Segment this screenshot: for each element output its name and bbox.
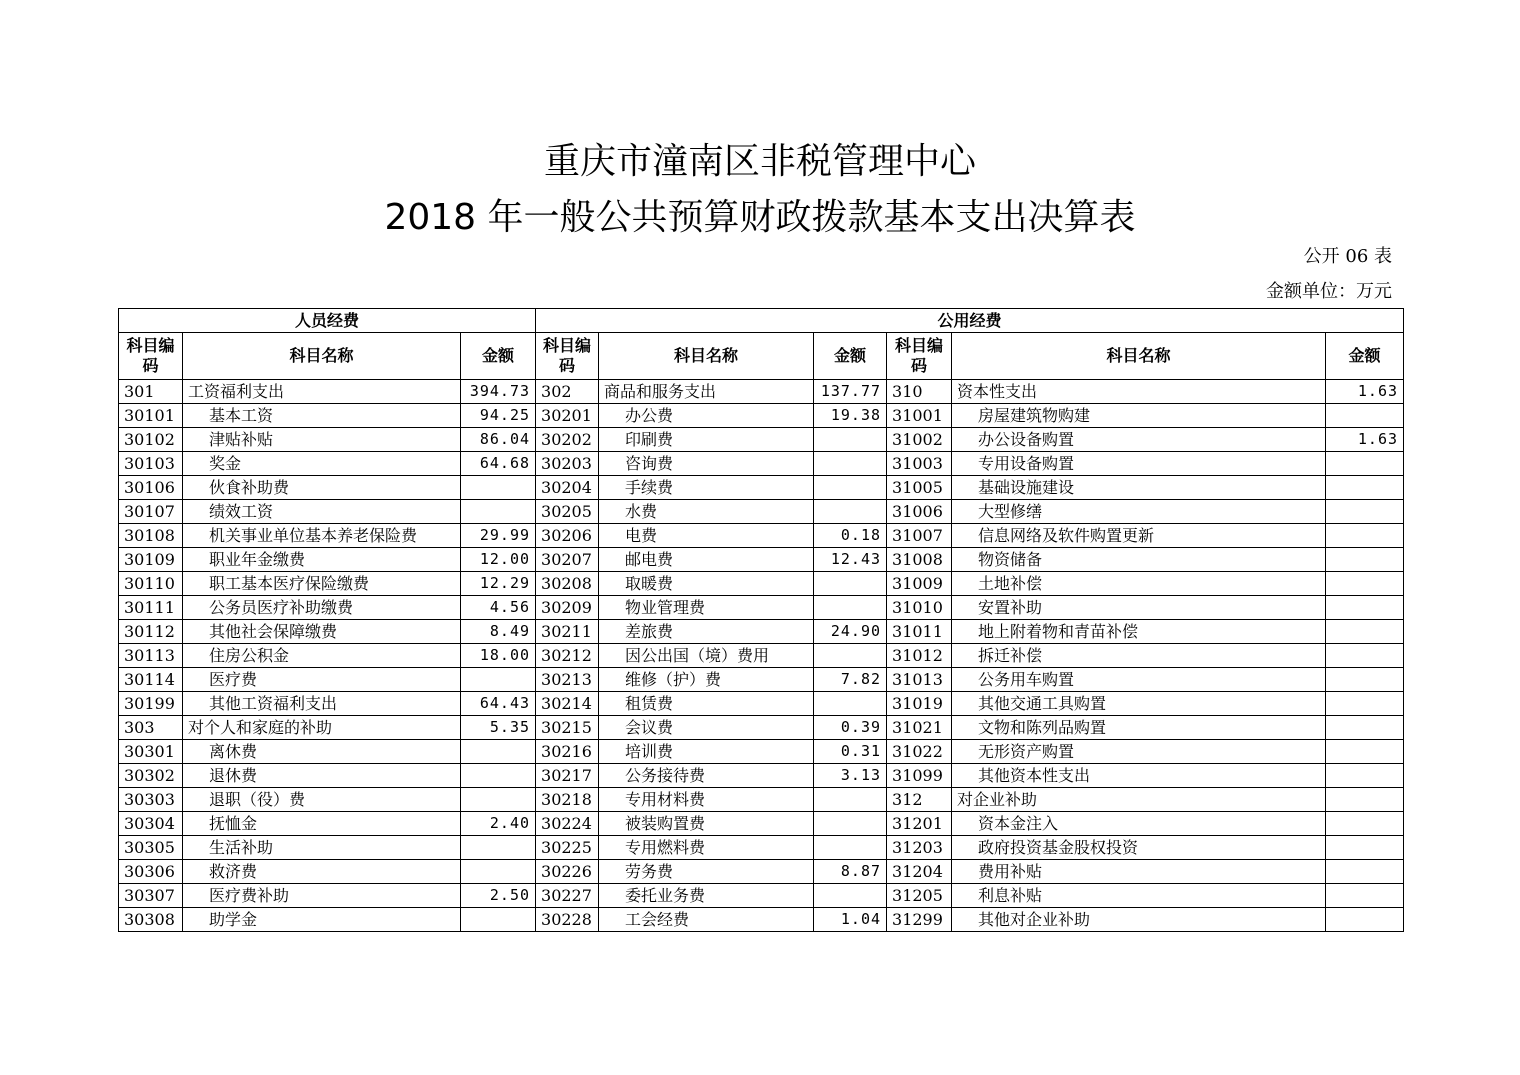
subject-code: 31011 [887,620,952,644]
subject-name: 会议费 [599,716,814,740]
table-row [119,860,1404,884]
table-row [119,644,1404,668]
subject-name: 因公出国（境）费用 [599,644,814,668]
subject-code: 30215 [536,716,599,740]
subject-name: 咨询费 [599,452,814,476]
amount-value: 64.43 [461,692,536,716]
table-row [119,764,1404,788]
amount-value: 3.13 [814,764,887,788]
amount-value [461,668,536,692]
amount-value: 8.87 [814,860,887,884]
subject-code: 31203 [887,836,952,860]
subject-code: 31021 [887,716,952,740]
amount-value [1326,860,1404,884]
subject-name: 利息补贴 [952,884,1326,908]
subject-name: 资本金注入 [952,812,1326,836]
subject-code: 30301 [119,740,183,764]
amount-value [814,572,887,596]
amount-value [1326,716,1404,740]
amount-value: 4.56 [461,596,536,620]
name-header: 科目名称 [599,333,814,380]
subject-name: 邮电费 [599,548,814,572]
amount-value [814,884,887,908]
amount-value [814,692,887,716]
code-header: 科目编码 [536,333,599,380]
group-header-row [119,309,1404,333]
amount-value [461,908,536,932]
table-row [119,812,1404,836]
subject-name: 伙食补助费 [183,476,461,500]
amount-value [1326,644,1404,668]
subject-name: 其他资本性支出 [952,764,1326,788]
amount-value: 2.50 [461,884,536,908]
subject-code: 30101 [119,404,183,428]
amount-value: 8.49 [461,620,536,644]
subject-name: 维修（护）费 [599,668,814,692]
expenditure-table [118,308,1404,932]
subject-code: 30213 [536,668,599,692]
amount-value [1326,764,1404,788]
subject-name: 基础设施建设 [952,476,1326,500]
table-row [119,596,1404,620]
subject-name: 文物和陈列品购置 [952,716,1326,740]
table-row [119,524,1404,548]
subject-name: 抚恤金 [183,812,461,836]
table-row [119,380,1404,404]
public-expense-header: 公用经费 [536,309,1404,333]
code-header: 科目编码 [119,333,183,380]
subject-name: 住房公积金 [183,644,461,668]
subject-code: 30201 [536,404,599,428]
subject-code: 31022 [887,740,952,764]
amount-value [461,764,536,788]
subject-name: 办公设备购置 [952,428,1326,452]
subject-code: 31007 [887,524,952,548]
subject-code: 30205 [536,500,599,524]
table-row [119,788,1404,812]
amount-value [1326,572,1404,596]
amount-value [814,812,887,836]
amount-value: 12.29 [461,572,536,596]
amount-value [461,788,536,812]
subject-name: 差旅费 [599,620,814,644]
subject-name: 职工基本医疗保险缴费 [183,572,461,596]
table-row [119,452,1404,476]
amount-value [1326,740,1404,764]
subject-code: 30303 [119,788,183,812]
subject-code: 31002 [887,428,952,452]
subject-code: 30203 [536,452,599,476]
subject-code: 30218 [536,788,599,812]
subject-code: 30305 [119,836,183,860]
subject-code: 30217 [536,764,599,788]
table-row [119,476,1404,500]
subject-name: 专用燃料费 [599,836,814,860]
subject-code: 31003 [887,452,952,476]
subject-code: 30306 [119,860,183,884]
amount-value: 1.63 [1326,380,1404,404]
subject-name: 奖金 [183,452,461,476]
subject-code: 310 [887,380,952,404]
amount-value: 137.77 [814,380,887,404]
amount-value: 0.39 [814,716,887,740]
subject-code: 312 [887,788,952,812]
subject-code: 30207 [536,548,599,572]
subject-name: 基本工资 [183,404,461,428]
table-row [119,500,1404,524]
subject-code: 30302 [119,764,183,788]
amount-value: 2.40 [461,812,536,836]
subject-name: 机关事业单位基本养老保险费 [183,524,461,548]
subject-code: 30102 [119,428,183,452]
subject-name: 工资福利支出 [183,380,461,404]
subject-code: 30110 [119,572,183,596]
amount-value [1326,812,1404,836]
subject-code: 30204 [536,476,599,500]
subject-name: 物资储备 [952,548,1326,572]
amount-value [1326,884,1404,908]
subject-code: 302 [536,380,599,404]
amount-value [1326,788,1404,812]
amount-value [1326,452,1404,476]
subject-code: 31001 [887,404,952,428]
subject-code: 30214 [536,692,599,716]
subject-name: 费用补贴 [952,860,1326,884]
subject-name: 政府投资基金股权投资 [952,836,1326,860]
subject-code: 31299 [887,908,952,932]
subject-name: 公务用车购置 [952,668,1326,692]
amount-value [1326,596,1404,620]
amount-value: 12.43 [814,548,887,572]
subject-name: 电费 [599,524,814,548]
subject-code: 30202 [536,428,599,452]
amount-value [814,476,887,500]
table-row [119,548,1404,572]
subject-name: 其他社会保障缴费 [183,620,461,644]
amount-value [1326,620,1404,644]
form-number: 公开 06 表 [1303,246,1392,267]
amount-value: 0.31 [814,740,887,764]
subject-name: 其他交通工具购置 [952,692,1326,716]
subject-code: 30212 [536,644,599,668]
subject-code: 31205 [887,884,952,908]
subject-code: 30211 [536,620,599,644]
subject-code: 30113 [119,644,183,668]
subject-code: 31010 [887,596,952,620]
subject-name: 退休费 [183,764,461,788]
subject-code: 30112 [119,620,183,644]
subject-name: 退职（役）费 [183,788,461,812]
subject-code: 30224 [536,812,599,836]
subject-name: 租赁费 [599,692,814,716]
subject-name: 印刷费 [599,428,814,452]
table-row [119,404,1404,428]
subject-code: 31099 [887,764,952,788]
amount-value [1326,524,1404,548]
subject-name: 救济费 [183,860,461,884]
subject-name: 培训费 [599,740,814,764]
subject-name: 商品和服务支出 [599,380,814,404]
subject-name: 地上附着物和青苗补偿 [952,620,1326,644]
subject-code: 30106 [119,476,183,500]
amount-value: 86.04 [461,428,536,452]
subject-code: 30114 [119,668,183,692]
amount-value: 5.35 [461,716,536,740]
subject-code: 30199 [119,692,183,716]
table-body [119,380,1404,932]
subject-name: 公务员医疗补助缴费 [183,596,461,620]
amount-value [461,860,536,884]
subject-name: 职业年金缴费 [183,548,461,572]
subject-name: 安置补助 [952,596,1326,620]
personnel-expense-header: 人员经费 [119,309,536,333]
amount-value [1326,404,1404,428]
subject-name: 无形资产购置 [952,740,1326,764]
subject-code: 30111 [119,596,183,620]
subject-code: 30103 [119,452,183,476]
subject-name: 助学金 [183,908,461,932]
amount-value [1326,548,1404,572]
subject-name: 劳务费 [599,860,814,884]
amount-header: 金额 [814,333,887,380]
amount-value: 18.00 [461,644,536,668]
subject-code: 30206 [536,524,599,548]
subject-code: 30208 [536,572,599,596]
table-row [119,884,1404,908]
subject-code: 301 [119,380,183,404]
amount-unit: 金额单位：万元 [1266,281,1392,302]
table-row [119,572,1404,596]
amount-value [814,428,887,452]
table-row [119,836,1404,860]
amount-value [461,500,536,524]
amount-value [814,788,887,812]
subject-name: 取暖费 [599,572,814,596]
subject-code: 30228 [536,908,599,932]
subject-code: 31013 [887,668,952,692]
amount-value [1326,836,1404,860]
amount-value: 29.99 [461,524,536,548]
subject-code: 31009 [887,572,952,596]
name-header: 科目名称 [183,333,461,380]
subject-name: 离休费 [183,740,461,764]
subject-name: 土地补偿 [952,572,1326,596]
subject-code: 31005 [887,476,952,500]
subject-name: 对个人和家庭的补助 [183,716,461,740]
subject-name: 专用材料费 [599,788,814,812]
subject-code: 30216 [536,740,599,764]
subject-name: 公务接待费 [599,764,814,788]
subject-code: 30109 [119,548,183,572]
code-header: 科目编码 [887,333,952,380]
subject-code: 31204 [887,860,952,884]
amount-value: 94.25 [461,404,536,428]
amount-value [461,836,536,860]
subject-name: 生活补助 [183,836,461,860]
amount-value [1326,668,1404,692]
subject-name: 物业管理费 [599,596,814,620]
subject-name: 房屋建筑物购建 [952,404,1326,428]
amount-value [1326,476,1404,500]
table-row [119,908,1404,932]
amount-value [814,500,887,524]
subject-code: 31019 [887,692,952,716]
subject-name: 医疗费补助 [183,884,461,908]
amount-value [814,644,887,668]
subject-code: 30226 [536,860,599,884]
subject-name: 津贴补贴 [183,428,461,452]
subject-code: 30304 [119,812,183,836]
subject-name: 被装购置费 [599,812,814,836]
amount-value: 394.73 [461,380,536,404]
amount-value: 1.04 [814,908,887,932]
subject-name: 委托业务费 [599,884,814,908]
amount-value [1326,908,1404,932]
table-row [119,716,1404,740]
subject-name: 绩效工资 [183,500,461,524]
amount-value: 7.82 [814,668,887,692]
amount-value: 24.90 [814,620,887,644]
subject-code: 31012 [887,644,952,668]
subject-name: 手续费 [599,476,814,500]
subject-name: 医疗费 [183,668,461,692]
amount-value [814,836,887,860]
subject-name: 其他工资福利支出 [183,692,461,716]
amount-value: 64.68 [461,452,536,476]
amount-value [1326,692,1404,716]
page-title: 重庆市潼南区非税管理中心 [543,141,976,182]
amount-value: 12.00 [461,548,536,572]
amount-value: 19.38 [814,404,887,428]
subject-code: 30107 [119,500,183,524]
subject-name: 水费 [599,500,814,524]
name-header: 科目名称 [952,333,1326,380]
subject-code: 31008 [887,548,952,572]
subject-name: 工会经费 [599,908,814,932]
subject-name: 其他对企业补助 [952,908,1326,932]
subject-code: 30209 [536,596,599,620]
subject-name: 大型修缮 [952,500,1326,524]
amount-value: 0.18 [814,524,887,548]
subject-code: 30225 [536,836,599,860]
page-subtitle: 2018 年一般公共预算财政拨款基本支出决算表 [384,197,1136,238]
subject-name: 办公费 [599,404,814,428]
subject-name: 资本性支出 [952,380,1326,404]
subject-code: 31201 [887,812,952,836]
subject-name: 专用设备购置 [952,452,1326,476]
amount-value [814,452,887,476]
amount-value [461,740,536,764]
subject-code: 30227 [536,884,599,908]
amount-value: 1.63 [1326,428,1404,452]
subject-name: 信息网络及软件购置更新 [952,524,1326,548]
subject-code: 30108 [119,524,183,548]
table-row [119,740,1404,764]
table-row [119,620,1404,644]
amount-header: 金额 [461,333,536,380]
subject-name: 对企业补助 [952,788,1326,812]
subject-code: 31006 [887,500,952,524]
table-row [119,428,1404,452]
subject-code: 30307 [119,884,183,908]
table-row [119,668,1404,692]
amount-value [461,476,536,500]
amount-value [1326,500,1404,524]
table-row [119,692,1404,716]
amount-header: 金额 [1326,333,1404,380]
subject-name: 拆迁补偿 [952,644,1326,668]
column-header-row [119,333,1404,380]
amount-value [814,596,887,620]
subject-code: 30308 [119,908,183,932]
subject-code: 303 [119,716,183,740]
